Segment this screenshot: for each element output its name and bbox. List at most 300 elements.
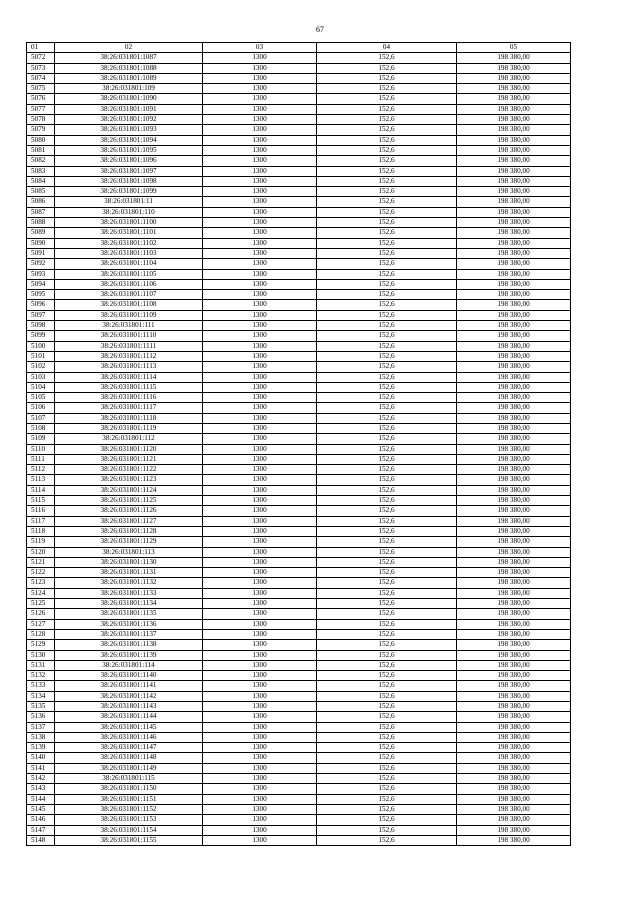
cadastral-number-cell: 38:26:031801:1126 — [55, 506, 203, 516]
code-cell: 1300 — [203, 63, 317, 73]
value-cell: 198 380,00 — [457, 743, 571, 753]
table-row — [27, 444, 571, 454]
table-row — [27, 516, 571, 526]
column-header-01: 01 — [27, 43, 55, 53]
row-number-cell: 5098 — [27, 321, 55, 331]
value-cell: 198 380,00 — [457, 53, 571, 63]
code-cell: 1300 — [203, 53, 317, 63]
cadastral-number-cell: 38:26:031801:1088 — [55, 63, 203, 73]
cadastral-number-cell: 38:26:031801:1089 — [55, 73, 203, 83]
row-number-cell: 5075 — [27, 84, 55, 94]
value-cell: 198 380,00 — [457, 382, 571, 392]
cadastral-number-cell: 38:26:031801:1132 — [55, 578, 203, 588]
row-number-cell: 5104 — [27, 382, 55, 392]
cadastral-number-cell: 38:26:031801:112 — [55, 434, 203, 444]
row-number-cell: 5130 — [27, 650, 55, 660]
area-cell: 152,6 — [317, 835, 457, 845]
cadastral-number-cell: 38:26:031801:1125 — [55, 496, 203, 506]
area-cell: 152,6 — [317, 702, 457, 712]
cadastral-number-cell: 38:26:031801:1139 — [55, 650, 203, 660]
code-cell: 1300 — [203, 599, 317, 609]
code-cell: 1300 — [203, 763, 317, 773]
area-cell: 152,6 — [317, 681, 457, 691]
cadastral-number-cell: 38:26:031801:1116 — [55, 393, 203, 403]
row-number-cell: 5096 — [27, 300, 55, 310]
value-cell: 198 380,00 — [457, 485, 571, 495]
table-row — [27, 568, 571, 578]
code-cell: 1300 — [203, 310, 317, 320]
code-cell: 1300 — [203, 526, 317, 536]
column-header-04: 04 — [317, 43, 457, 53]
cadastral-number-cell: 38:26:031801:1087 — [55, 53, 203, 63]
value-cell: 198 380,00 — [457, 753, 571, 763]
code-cell: 1300 — [203, 156, 317, 166]
cadastral-number-cell: 38:26:031801:109 — [55, 84, 203, 94]
table-row — [27, 763, 571, 773]
table-row — [27, 506, 571, 516]
row-number-cell: 5132 — [27, 671, 55, 681]
area-cell: 152,6 — [317, 547, 457, 557]
row-number-cell: 5087 — [27, 207, 55, 217]
value-cell: 198 380,00 — [457, 619, 571, 629]
area-cell: 152,6 — [317, 454, 457, 464]
row-number-cell: 5088 — [27, 218, 55, 228]
row-number-cell: 5113 — [27, 475, 55, 485]
area-cell: 152,6 — [317, 588, 457, 598]
value-cell: 198 380,00 — [457, 496, 571, 506]
table-row — [27, 774, 571, 784]
table-row — [27, 63, 571, 73]
table-row — [27, 269, 571, 279]
area-cell: 152,6 — [317, 104, 457, 114]
cadastral-number-cell: 38:26:031801:1142 — [55, 691, 203, 701]
row-number-cell: 5085 — [27, 187, 55, 197]
area-cell: 152,6 — [317, 465, 457, 475]
row-number-cell: 5127 — [27, 619, 55, 629]
table-row — [27, 702, 571, 712]
area-cell: 152,6 — [317, 722, 457, 732]
code-cell: 1300 — [203, 248, 317, 258]
table-header — [27, 43, 571, 53]
code-cell: 1300 — [203, 125, 317, 135]
row-number-cell: 5143 — [27, 784, 55, 794]
value-cell: 198 380,00 — [457, 228, 571, 238]
table-body — [27, 53, 571, 846]
code-cell: 1300 — [203, 681, 317, 691]
cadastral-number-cell: 38:26:031801:1112 — [55, 351, 203, 361]
code-cell: 1300 — [203, 228, 317, 238]
area-cell: 152,6 — [317, 825, 457, 835]
cadastral-number-cell: 38:26:031801:1094 — [55, 135, 203, 145]
area-cell: 152,6 — [317, 115, 457, 125]
cadastral-number-cell: 38:26:031801:1093 — [55, 125, 203, 135]
row-number-cell: 5102 — [27, 362, 55, 372]
table-row — [27, 496, 571, 506]
row-number-cell: 5116 — [27, 506, 55, 516]
table-row — [27, 321, 571, 331]
value-cell: 198 380,00 — [457, 413, 571, 423]
table-row — [27, 660, 571, 670]
table-row — [27, 588, 571, 598]
code-cell: 1300 — [203, 712, 317, 722]
value-cell: 198 380,00 — [457, 156, 571, 166]
value-cell: 198 380,00 — [457, 835, 571, 845]
page-number: 67 — [316, 25, 324, 34]
table-row — [27, 393, 571, 403]
value-cell: 198 380,00 — [457, 94, 571, 104]
code-cell: 1300 — [203, 300, 317, 310]
cadastral-number-cell: 38:26:031801:1107 — [55, 290, 203, 300]
cadastral-number-cell: 38:26:031801:1148 — [55, 753, 203, 763]
code-cell: 1300 — [203, 238, 317, 248]
column-header-05: 05 — [457, 43, 571, 53]
row-number-cell: 5093 — [27, 269, 55, 279]
row-number-cell: 5078 — [27, 115, 55, 125]
cadastral-number-cell: 38:26:031801:1120 — [55, 444, 203, 454]
code-cell: 1300 — [203, 362, 317, 372]
cadastral-number-cell: 38:26:031801:1097 — [55, 166, 203, 176]
row-number-cell: 5131 — [27, 660, 55, 670]
row-number-cell: 5121 — [27, 557, 55, 567]
code-cell: 1300 — [203, 290, 317, 300]
cadastral-number-cell: 38:26:031801:1106 — [55, 279, 203, 289]
code-cell: 1300 — [203, 331, 317, 341]
value-cell: 198 380,00 — [457, 794, 571, 804]
table-row — [27, 145, 571, 155]
row-number-cell: 5072 — [27, 53, 55, 63]
cadastral-number-cell: 38:26:031801:1133 — [55, 588, 203, 598]
cadastral-number-cell: 38:26:031801:1090 — [55, 94, 203, 104]
code-cell: 1300 — [203, 753, 317, 763]
table-row — [27, 73, 571, 83]
area-cell: 152,6 — [317, 804, 457, 814]
cadastral-number-cell: 38:26:031801:1108 — [55, 300, 203, 310]
table-row — [27, 207, 571, 217]
cadastral-number-cell: 38:26:031801:1143 — [55, 702, 203, 712]
table-row — [27, 372, 571, 382]
area-cell: 152,6 — [317, 743, 457, 753]
area-cell: 152,6 — [317, 145, 457, 155]
cadastral-number-cell: 38:26:031801:1128 — [55, 526, 203, 536]
cadastral-number-cell: 38:26:031801:1111 — [55, 341, 203, 351]
value-cell: 198 380,00 — [457, 547, 571, 557]
code-cell: 1300 — [203, 259, 317, 269]
table-row — [27, 382, 571, 392]
area-cell: 152,6 — [317, 578, 457, 588]
value-cell: 198 380,00 — [457, 763, 571, 773]
row-number-cell: 5126 — [27, 609, 55, 619]
value-cell: 198 380,00 — [457, 526, 571, 536]
code-cell: 1300 — [203, 702, 317, 712]
registry-table — [26, 42, 571, 846]
area-cell: 152,6 — [317, 619, 457, 629]
value-cell: 198 380,00 — [457, 145, 571, 155]
row-number-cell: 5117 — [27, 516, 55, 526]
table-row — [27, 753, 571, 763]
value-cell: 198 380,00 — [457, 815, 571, 825]
row-number-cell: 5112 — [27, 465, 55, 475]
cadastral-number-cell: 38:26:031801:1147 — [55, 743, 203, 753]
row-number-cell: 5125 — [27, 599, 55, 609]
table-row — [27, 526, 571, 536]
table-row — [27, 794, 571, 804]
area-cell: 152,6 — [317, 290, 457, 300]
area-cell: 152,6 — [317, 279, 457, 289]
row-number-cell: 5133 — [27, 681, 55, 691]
code-cell: 1300 — [203, 609, 317, 619]
code-cell: 1300 — [203, 568, 317, 578]
area-cell: 152,6 — [317, 248, 457, 258]
table-row — [27, 84, 571, 94]
code-cell: 1300 — [203, 135, 317, 145]
value-cell: 198 380,00 — [457, 321, 571, 331]
area-cell: 152,6 — [317, 496, 457, 506]
area-cell: 152,6 — [317, 599, 457, 609]
row-number-cell: 5119 — [27, 537, 55, 547]
row-number-cell: 5084 — [27, 176, 55, 186]
area-cell: 152,6 — [317, 351, 457, 361]
value-cell: 198 380,00 — [457, 331, 571, 341]
table-row — [27, 290, 571, 300]
value-cell: 198 380,00 — [457, 516, 571, 526]
code-cell: 1300 — [203, 475, 317, 485]
value-cell: 198 380,00 — [457, 444, 571, 454]
area-cell: 152,6 — [317, 362, 457, 372]
row-number-cell: 5095 — [27, 290, 55, 300]
cadastral-number-cell: 38:26:031801:1135 — [55, 609, 203, 619]
row-number-cell: 5077 — [27, 104, 55, 114]
table-row — [27, 238, 571, 248]
area-cell: 152,6 — [317, 784, 457, 794]
code-cell: 1300 — [203, 629, 317, 639]
row-number-cell: 5134 — [27, 691, 55, 701]
code-cell: 1300 — [203, 547, 317, 557]
table-row — [27, 351, 571, 361]
area-cell: 152,6 — [317, 413, 457, 423]
row-number-cell: 5114 — [27, 485, 55, 495]
code-cell: 1300 — [203, 619, 317, 629]
area-cell: 152,6 — [317, 660, 457, 670]
cadastral-number-cell: 38:26:031801:1127 — [55, 516, 203, 526]
value-cell: 198 380,00 — [457, 104, 571, 114]
row-number-cell: 5148 — [27, 835, 55, 845]
table-row — [27, 784, 571, 794]
row-number-cell: 5086 — [27, 197, 55, 207]
row-number-cell: 5122 — [27, 568, 55, 578]
value-cell: 198 380,00 — [457, 166, 571, 176]
row-number-cell: 5142 — [27, 774, 55, 784]
row-number-cell: 5137 — [27, 722, 55, 732]
cadastral-number-cell: 38:26:031801:1149 — [55, 763, 203, 773]
value-cell: 198 380,00 — [457, 784, 571, 794]
table-row — [27, 434, 571, 444]
table-row — [27, 835, 571, 845]
cadastral-number-cell: 38:26:031801:1129 — [55, 537, 203, 547]
area-cell: 152,6 — [317, 238, 457, 248]
row-number-cell: 5076 — [27, 94, 55, 104]
code-cell: 1300 — [203, 403, 317, 413]
table-row — [27, 537, 571, 547]
value-cell: 198 380,00 — [457, 279, 571, 289]
area-cell: 152,6 — [317, 403, 457, 413]
value-cell: 198 380,00 — [457, 73, 571, 83]
table-row — [27, 259, 571, 269]
row-number-cell: 5146 — [27, 815, 55, 825]
code-cell: 1300 — [203, 218, 317, 228]
cadastral-number-cell: 38:26:031801:1113 — [55, 362, 203, 372]
area-cell: 152,6 — [317, 815, 457, 825]
table-row — [27, 465, 571, 475]
table-row — [27, 629, 571, 639]
row-number-cell: 5109 — [27, 434, 55, 444]
code-cell: 1300 — [203, 784, 317, 794]
area-cell: 152,6 — [317, 434, 457, 444]
area-cell: 152,6 — [317, 73, 457, 83]
value-cell: 198 380,00 — [457, 671, 571, 681]
value-cell: 198 380,00 — [457, 125, 571, 135]
code-cell: 1300 — [203, 176, 317, 186]
area-cell: 152,6 — [317, 382, 457, 392]
value-cell: 198 380,00 — [457, 712, 571, 722]
cadastral-number-cell: 38:26:031801:1119 — [55, 423, 203, 433]
cadastral-number-cell: 38:26:031801:1146 — [55, 732, 203, 742]
code-cell: 1300 — [203, 743, 317, 753]
area-cell: 152,6 — [317, 526, 457, 536]
table-row — [27, 557, 571, 567]
table-row — [27, 681, 571, 691]
row-number-cell: 5129 — [27, 640, 55, 650]
code-cell: 1300 — [203, 104, 317, 114]
cadastral-number-cell: 38:26:031801:115 — [55, 774, 203, 784]
code-cell: 1300 — [203, 372, 317, 382]
value-cell: 198 380,00 — [457, 825, 571, 835]
table-row — [27, 722, 571, 732]
row-number-cell: 5136 — [27, 712, 55, 722]
cadastral-number-cell: 38:26:031801:1130 — [55, 557, 203, 567]
value-cell: 198 380,00 — [457, 362, 571, 372]
cadastral-number-cell: 38:26:031801:1124 — [55, 485, 203, 495]
code-cell: 1300 — [203, 485, 317, 495]
area-cell: 152,6 — [317, 537, 457, 547]
cadastral-number-cell: 38:26:031801:110 — [55, 207, 203, 217]
row-number-cell: 5082 — [27, 156, 55, 166]
cadastral-number-cell: 38:26:031801:114 — [55, 660, 203, 670]
code-cell: 1300 — [203, 382, 317, 392]
code-cell: 1300 — [203, 115, 317, 125]
area-cell: 152,6 — [317, 568, 457, 578]
code-cell: 1300 — [203, 434, 317, 444]
value-cell: 198 380,00 — [457, 115, 571, 125]
value-cell: 198 380,00 — [457, 702, 571, 712]
code-cell: 1300 — [203, 815, 317, 825]
table-row — [27, 228, 571, 238]
cadastral-number-cell: 38:26:031801:1096 — [55, 156, 203, 166]
area-cell: 152,6 — [317, 712, 457, 722]
area-cell: 152,6 — [317, 53, 457, 63]
row-number-cell: 5080 — [27, 135, 55, 145]
table-row — [27, 650, 571, 660]
code-cell: 1300 — [203, 588, 317, 598]
area-cell: 152,6 — [317, 506, 457, 516]
row-number-cell: 5110 — [27, 444, 55, 454]
row-number-cell: 5091 — [27, 248, 55, 258]
table-row — [27, 135, 571, 145]
area-cell: 152,6 — [317, 444, 457, 454]
row-number-cell: 5111 — [27, 454, 55, 464]
row-number-cell: 5139 — [27, 743, 55, 753]
table-row — [27, 815, 571, 825]
row-number-cell: 5090 — [27, 238, 55, 248]
cadastral-number-cell: 38:26:031801:1110 — [55, 331, 203, 341]
value-cell: 198 380,00 — [457, 732, 571, 742]
cadastral-number-cell: 38:26:031801:1138 — [55, 640, 203, 650]
row-number-cell: 5107 — [27, 413, 55, 423]
column-header-02: 02 — [55, 43, 203, 53]
row-number-cell: 5128 — [27, 629, 55, 639]
cadastral-number-cell: 38:26:031801:1098 — [55, 176, 203, 186]
area-cell: 152,6 — [317, 485, 457, 495]
value-cell: 198 380,00 — [457, 248, 571, 258]
code-cell: 1300 — [203, 269, 317, 279]
code-cell: 1300 — [203, 496, 317, 506]
code-cell: 1300 — [203, 341, 317, 351]
value-cell: 198 380,00 — [457, 588, 571, 598]
cadastral-number-cell: 38:26:031801:1100 — [55, 218, 203, 228]
value-cell: 198 380,00 — [457, 176, 571, 186]
value-cell: 198 380,00 — [457, 629, 571, 639]
area-cell: 152,6 — [317, 393, 457, 403]
row-number-cell: 5147 — [27, 825, 55, 835]
code-cell: 1300 — [203, 454, 317, 464]
area-cell: 152,6 — [317, 763, 457, 773]
cadastral-number-cell: 38:26:031801:1102 — [55, 238, 203, 248]
value-cell: 198 380,00 — [457, 403, 571, 413]
value-cell: 198 380,00 — [457, 465, 571, 475]
code-cell: 1300 — [203, 321, 317, 331]
row-number-cell: 5097 — [27, 310, 55, 320]
value-cell: 198 380,00 — [457, 568, 571, 578]
row-number-cell: 5094 — [27, 279, 55, 289]
value-cell: 198 380,00 — [457, 578, 571, 588]
cadastral-number-cell: 38:26:031801:1109 — [55, 310, 203, 320]
table-row — [27, 115, 571, 125]
value-cell: 198 380,00 — [457, 681, 571, 691]
cadastral-number-cell: 38:26:031801:1152 — [55, 804, 203, 814]
table-row — [27, 125, 571, 135]
table-row — [27, 300, 571, 310]
cadastral-number-cell: 38:26:031801:1122 — [55, 465, 203, 475]
area-cell: 152,6 — [317, 187, 457, 197]
area-cell: 152,6 — [317, 650, 457, 660]
table-row — [27, 599, 571, 609]
table-row — [27, 640, 571, 650]
row-number-cell: 5099 — [27, 331, 55, 341]
code-cell: 1300 — [203, 166, 317, 176]
cadastral-number-cell: 38:26:031801:1141 — [55, 681, 203, 691]
cadastral-number-cell: 38:26:031801:1155 — [55, 835, 203, 845]
table-row — [27, 197, 571, 207]
area-cell: 152,6 — [317, 372, 457, 382]
area-cell: 152,6 — [317, 640, 457, 650]
row-number-cell: 5140 — [27, 753, 55, 763]
code-cell: 1300 — [203, 279, 317, 289]
row-number-cell: 5101 — [27, 351, 55, 361]
row-number-cell: 5092 — [27, 259, 55, 269]
code-cell: 1300 — [203, 732, 317, 742]
code-cell: 1300 — [203, 794, 317, 804]
code-cell: 1300 — [203, 84, 317, 94]
cadastral-number-cell: 38:26:031801:1099 — [55, 187, 203, 197]
